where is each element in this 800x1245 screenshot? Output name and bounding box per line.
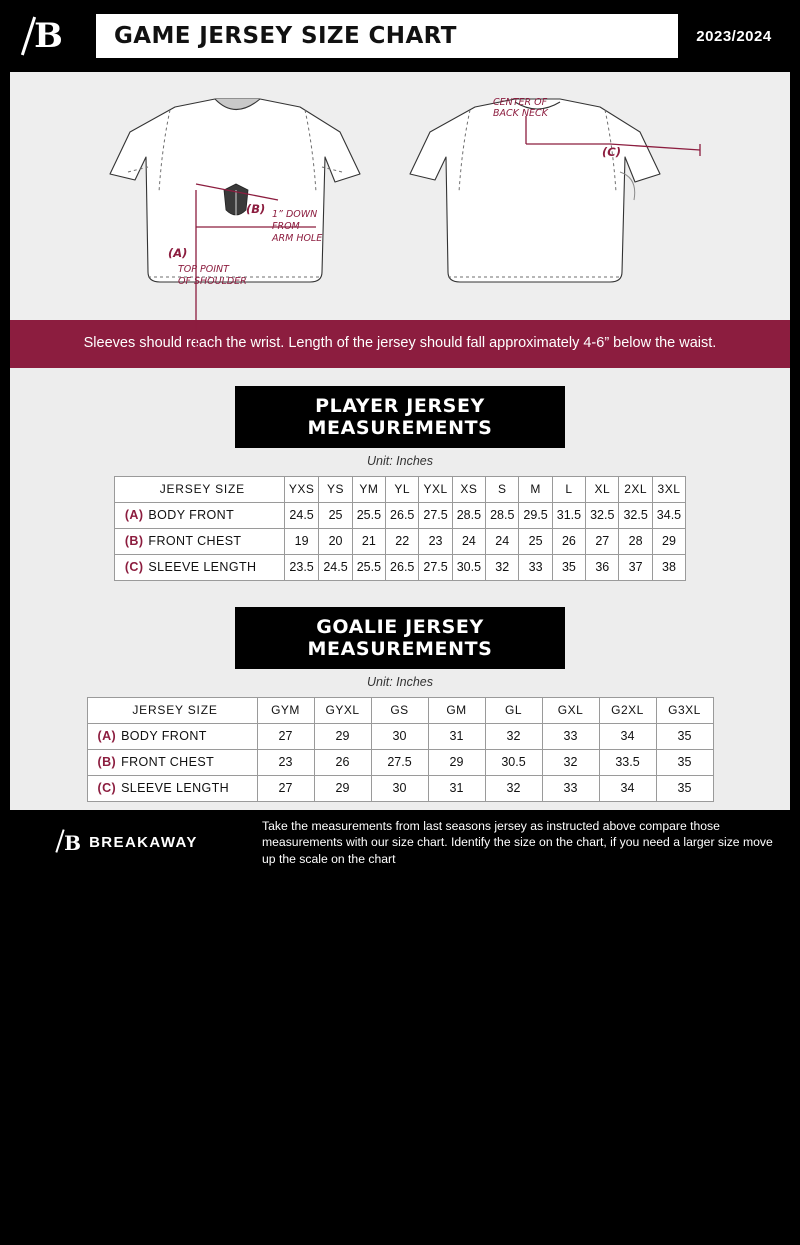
player-size-col: XL	[586, 476, 619, 502]
cell: 21	[352, 528, 385, 554]
table-row	[114, 554, 685, 580]
table-row	[87, 775, 713, 801]
cell: 30.5	[485, 749, 542, 775]
goalie-size-col: GYM	[257, 697, 314, 723]
cell: 28.5	[452, 502, 485, 528]
title-bar	[96, 14, 678, 58]
cell: 26.5	[386, 554, 419, 580]
table-row	[87, 723, 713, 749]
cell: 23	[419, 528, 452, 554]
cell: 35	[656, 723, 713, 749]
goalie-section-title: GOALIE JERSEY MEASUREMENTS	[235, 607, 565, 669]
svg-text:BACK NECK: BACK NECK	[493, 108, 548, 119]
cell: 30	[371, 723, 428, 749]
player-size-label: JERSEY SIZE	[114, 476, 284, 502]
cell: 29	[314, 775, 371, 801]
cell: 29	[428, 749, 485, 775]
cell: 27	[586, 528, 619, 554]
brand-logo	[0, 0, 96, 72]
cell: 32	[486, 554, 519, 580]
svg-text:CENTER OF: CENTER OF	[493, 97, 548, 108]
table-row	[87, 749, 713, 775]
cell: 32	[542, 749, 599, 775]
cell: 28.5	[486, 502, 519, 528]
marker-b-label: (B)	[246, 202, 266, 216]
jersey-diagram-svg	[10, 72, 790, 320]
svg-text:ARM HOLE: ARM HOLE	[272, 233, 323, 244]
player-size-col: M	[519, 476, 552, 502]
page-title: GAME JERSEY SIZE CHART	[114, 23, 457, 49]
cell: 24.5	[319, 554, 352, 580]
goalie-size-col: GL	[485, 697, 542, 723]
player-size-col: YXL	[419, 476, 452, 502]
player-size-col: YXS	[284, 476, 319, 502]
cell: 35	[656, 775, 713, 801]
cell: 35	[552, 554, 585, 580]
player-section-title: PLAYER JERSEY MEASUREMENTS	[235, 386, 565, 448]
table-header-row	[87, 697, 713, 723]
page-footer	[0, 810, 800, 876]
cell: 32	[485, 723, 542, 749]
svg-text:TOP POINT: TOP POINT	[178, 264, 229, 275]
row-label: (B) FRONT CHEST	[87, 749, 257, 775]
cell: 20	[319, 528, 352, 554]
player-size-col: XS	[452, 476, 485, 502]
cell: 33	[542, 723, 599, 749]
marker-c-label: (C)	[602, 145, 621, 159]
cell: 37	[619, 554, 652, 580]
cell: 24.5	[284, 502, 319, 528]
goalie-section	[0, 589, 800, 810]
cell: 30	[371, 775, 428, 801]
fit-note: Sleeves should reach the wrist. Length of the jersey should fall approximately 4-6” below the waist.	[0, 320, 800, 368]
cell: 31	[428, 723, 485, 749]
player-size-col: YL	[386, 476, 419, 502]
row-label: (A) BODY FRONT	[114, 502, 284, 528]
footer-brand	[0, 831, 262, 855]
player-section	[0, 368, 800, 589]
player-size-col: YM	[352, 476, 385, 502]
cell: 26.5	[386, 502, 419, 528]
watermark-letter	[476, 919, 730, 1219]
bottom-bar	[0, 876, 800, 886]
cell: 34	[599, 723, 656, 749]
svg-text:FROM: FROM	[272, 221, 300, 232]
row-label: (B) FRONT CHEST	[114, 528, 284, 554]
cell: 33	[542, 775, 599, 801]
cell: 29.5	[519, 502, 552, 528]
goalie-unit-label: Unit: Inches	[366, 674, 433, 689]
cell: 24	[486, 528, 519, 554]
goalie-size-col: GXL	[542, 697, 599, 723]
cell: 29	[652, 528, 685, 554]
cell: 38	[652, 554, 685, 580]
cell: 33.5	[599, 749, 656, 775]
cell: 25	[319, 502, 352, 528]
jersey-diagram	[0, 72, 800, 320]
logo-letter: B	[34, 16, 62, 56]
cell: 27	[257, 723, 314, 749]
goalie-size-col: GM	[428, 697, 485, 723]
player-measurements-table	[114, 476, 686, 581]
player-unit-label: Unit: Inches	[366, 453, 433, 468]
cell: 32	[485, 775, 542, 801]
cell: 26	[552, 528, 585, 554]
cell: 34.5	[652, 502, 685, 528]
cell: 30.5	[452, 554, 485, 580]
cell: 25.5	[352, 502, 385, 528]
crest-icon	[224, 184, 248, 216]
goalie-size-col: G3XL	[656, 697, 713, 723]
player-size-col: YS	[319, 476, 352, 502]
page-header	[0, 0, 800, 72]
cell: 31.5	[552, 502, 585, 528]
goalie-size-label: JERSEY SIZE	[87, 697, 257, 723]
table-row	[114, 528, 685, 554]
footer-logo-letter: B	[64, 830, 82, 855]
marker-a-label: (A)	[168, 246, 188, 260]
cell: 27.5	[371, 749, 428, 775]
cell: 19	[284, 528, 319, 554]
cell: 31	[428, 775, 485, 801]
cell: 29	[314, 723, 371, 749]
table-header-row	[114, 476, 685, 502]
goalie-size-col: GYXL	[314, 697, 371, 723]
player-size-col: 3XL	[652, 476, 685, 502]
player-size-col: S	[486, 476, 519, 502]
row-label: (C) SLEEVE LENGTH	[87, 775, 257, 801]
goalie-size-col: G2XL	[599, 697, 656, 723]
cell: 26	[314, 749, 371, 775]
cell: 32.5	[586, 502, 619, 528]
table-row	[114, 502, 685, 528]
goalie-measurements-table	[87, 697, 714, 802]
cell: 27.5	[419, 502, 452, 528]
player-size-col: L	[552, 476, 585, 502]
cell: 27.5	[419, 554, 452, 580]
cell: 23.5	[284, 554, 319, 580]
season-badge: 2023/2024	[678, 14, 790, 58]
goalie-size-col: GS	[371, 697, 428, 723]
player-size-col: 2XL	[619, 476, 652, 502]
cell: 23	[257, 749, 314, 775]
cell: 34	[599, 775, 656, 801]
cell: 32.5	[619, 502, 652, 528]
svg-text:OF SHOULDER: OF SHOULDER	[178, 276, 247, 287]
cell: 25	[519, 528, 552, 554]
svg-text:1” DOWN: 1” DOWN	[272, 209, 318, 220]
row-label: (A) BODY FRONT	[87, 723, 257, 749]
cell: 28	[619, 528, 652, 554]
cell: 22	[386, 528, 419, 554]
cell: 25.5	[352, 554, 385, 580]
header-right-padding	[790, 0, 800, 72]
cell: 24	[452, 528, 485, 554]
cell: 36	[586, 554, 619, 580]
footer-instructions: Take the measurements from last seasons jersey as instructed above compare those measurements with our size chart. Identify the size on the chart, if you need a larger size move up the scale on the chart	[262, 818, 773, 867]
brand-name: BREAKAWAY	[89, 834, 198, 852]
cell: 27	[257, 775, 314, 801]
cell: 35	[656, 749, 713, 775]
row-label: (C) SLEEVE LENGTH	[114, 554, 284, 580]
cell: 33	[519, 554, 552, 580]
